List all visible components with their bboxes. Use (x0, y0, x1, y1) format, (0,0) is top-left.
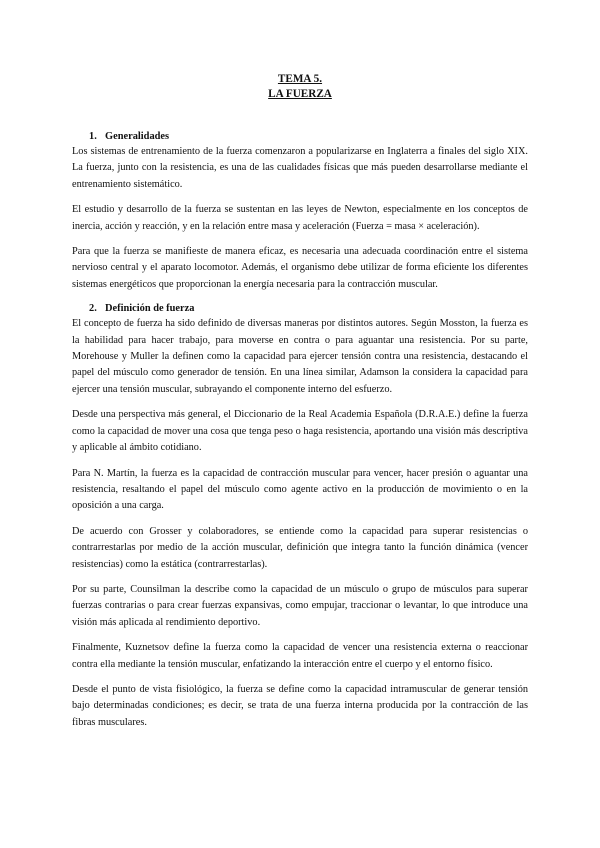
paragraph: De acuerdo con Grosser y colaboradores, se entiende como la capacidad para superar resistencias o contrarrestarlas por medio de la acción muscular, definición que integra tanto la función dinámica (vencer resistencias) como la estática (contrarrestarlas). (72, 525, 528, 570)
paragraph: Desde una perspectiva más general, el Diccionario de la Real Academia Española (D.R.A.E.) define la fuerza como la capacidad de mover una cosa que tenga peso o haga resistencia, aportando una visión más descriptiva y aplicable al ámbito cotidiano. (72, 409, 528, 454)
paragraph: Para que la fuerza se manifieste de manera eficaz, es necesaria una adecuada coordinación entre el sistema nervioso central y el aparato locomotor. Además, el organismo debe utilizar de forma eficiente los diferentes sistemas energéticos que proporcionan la energía necesaria para la contracción muscular. (72, 246, 528, 290)
paragraph: El estudio y desarrollo de la fuerza se sustentan en las leyes de Newton, especialmente en los conceptos de inercia, acción y reacción, y en la relación entre masa y aceleración (Fuerza = masa × aceleración). (72, 204, 528, 232)
section-heading-generalidades (89, 130, 528, 144)
section-title: Generalidades (105, 131, 170, 142)
paragraph: Finalmente, Kuznetsov define la fuerza como la capacidad de vencer una resistencia externa o reaccionar contra ella mediante la tensión muscular, enfatizando la interacción entre el cuerpo y el entorno físico. (72, 642, 528, 670)
paragraph: Por su parte, Counsilman la describe como la capacidad de un músculo o grupo de músculos para superar fuerzas contrarias o para crear fuerzas expansivas, como empujar, traccionar o levantar, lo que introduce una visión más aplicada al rendimiento deportivo. (72, 583, 528, 628)
document-title (0, 72, 600, 102)
section-number: 2. (89, 303, 97, 315)
section-heading-definicion (89, 302, 528, 316)
paragraph: Desde el punto de vista fisiológico, la fuerza se define como la capacidad intramuscular de generar tensión bajo determinadas condiciones; es decir, se trata de una fuerza interna producida por la contracción de las fibras musculares. (72, 683, 528, 728)
paragraph: Para N. Martín, la fuerza es la capacidad de contracción muscular para vencer, hacer presión o aguantar una resistencia, resaltando el papel del músculo como agente activo en la producción de movimiento o en la oposición a una carga. (72, 467, 528, 512)
title-line-1: TEMA 5. (277, 73, 323, 85)
document-body (72, 130, 528, 731)
title-line-2: LA FUERZA (268, 88, 332, 100)
paragraph: El concepto de fuerza ha sido definido de diversas maneras por distintos autores. Según Mosston, la fuerza es la habilidad para hacer trabajo, para moverse en contra o para aguantar una resistencia. Por su parte, Morehouse y Muller la definen como la capacidad para ejercer tensión contra una resistencia, destacando el papel del músculo como generador de tensión. En una línea similar, Adamson la considera la capacidad para ejercer una tensión muscular, subrayando el componente interno del esfuerzo. (72, 318, 528, 395)
paragraph: Los sistemas de entrenamiento de la fuerza comenzaron a popularizarse en Inglaterra a finales del siglo XIX. La fuerza, junto con la resistencia, es una de las cualidades físicas que más pueden desarrollarse mediante el entrenamiento sistemático. (72, 146, 528, 190)
section-number: 1. (89, 131, 97, 142)
section-title: Definición de fuerza (105, 303, 195, 315)
